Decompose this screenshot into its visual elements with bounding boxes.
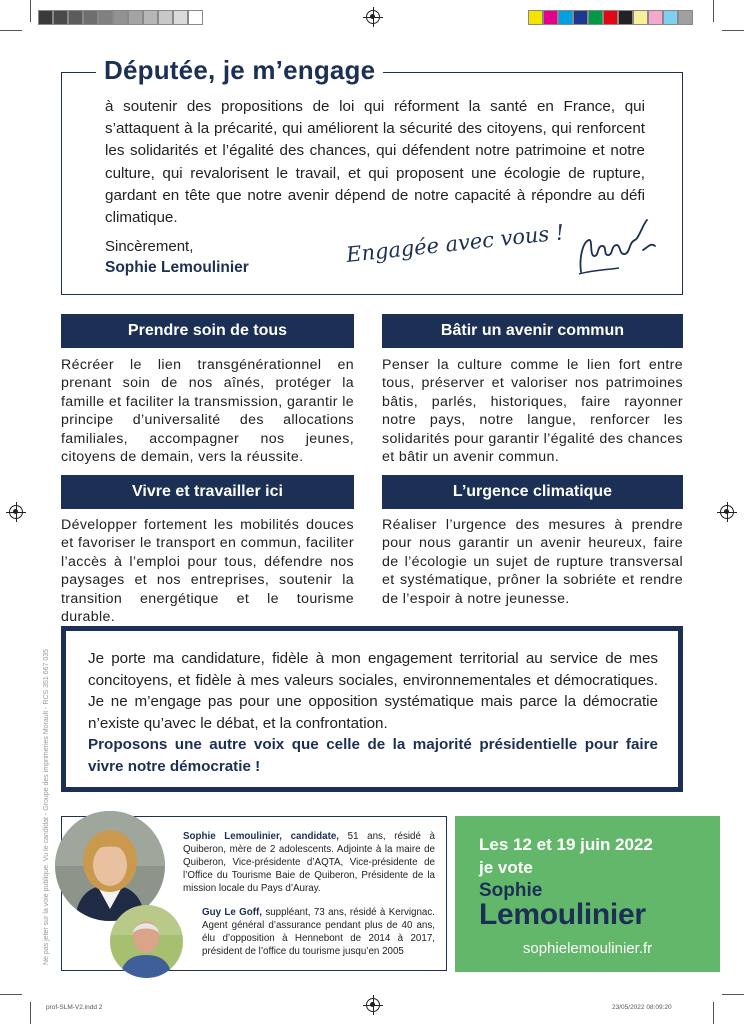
color-swatch (648, 10, 663, 25)
color-swatch (633, 10, 648, 25)
color-swatch (618, 10, 633, 25)
statement-callout: Proposons une autre voix que celle de la majorité présidentielle pour faire vivre notre démocratie ! (88, 736, 658, 775)
color-swatch (68, 10, 83, 25)
color-swatch (143, 10, 158, 25)
signature-underline (579, 268, 619, 274)
legal-note: Ne pas jeter sur la voie publique. Vu le candidat - Groupe des imprimeries Morault - RCS 351 667 035 (43, 648, 50, 965)
section-text-urgence: Réaliser l’urgence des mesures à prendre pour nous garantir un avenir heureux, faire de l’écologie un sujet de rupture transversal et systématique, prôner la sobriéte et rendre de l’espoir à notre jeunesse. (382, 517, 683, 607)
color-swatch (173, 10, 188, 25)
substitute-description: suppléant, 73 ans, résidé à Kervignac. Agent général d’assurance pendant plus de 40 ans, élu d’opposition à Hennebont de 2014 à 2017, président de l’office du tourisme jusqu’en 2005 (202, 907, 435, 957)
statement-body: Je porte ma candidature, fidèle à mon engagement territorial au service de mes concitoyens, et fidèle à mes valeurs sociales, environnementales et démocratiques. Je ne m’engage pas pour une opposition systématique mais parce la démocratie n’existe qu’avec le débat, et la confrontation. (88, 650, 658, 732)
registration-mark-icon (366, 10, 380, 24)
crop-mark (713, 0, 714, 22)
color-swatch (663, 10, 678, 25)
substitute-bio (202, 907, 435, 959)
color-swatch (53, 10, 68, 25)
intro-title: Députée, je m’engage (96, 55, 383, 86)
color-swatch (588, 10, 603, 25)
intro-text: à soutenir des propositions de loi qui réforment la santé en France, qui s’attaquent à la précarité, qui améliorent la sécurité des citoyens, qui renforcent les solidarités et l’égalité des chances, qui défendent notre patrimoine et notre culture, qui revalorisent le travail, et qui proposent une écologie de rupture, gardant en tête que notre avenir dépend de notre capacité à répondre au défi climatique. (105, 98, 645, 227)
candidate-description: 51 ans, résidé à Quiberon, mère de 2 adolescents. Adjointe à la maire de Quiberon, Vice-présidente d’AQTA, Vice-présidente de l’Office du Tourisme Baie de Quiberon, Présidente de la mission locale du Pays d’Auray. (183, 831, 435, 894)
crop-mark (0, 30, 22, 31)
signature-scribble (580, 220, 655, 272)
substitute-photo (110, 905, 183, 978)
footer-file: prof-SLM-V2.indd 2 (46, 1004, 103, 1011)
color-swatch (38, 10, 53, 25)
website-link[interactable]: sophielemoulinier.fr (522, 940, 653, 957)
crop-mark (30, 0, 31, 22)
color-swatch (113, 10, 128, 25)
vote-last-name: Lemoulinier (479, 898, 646, 931)
section-text-prendre-soin: Récréer le lien transgénérationnel en prenant soin de nos aînés, protéger la famille et faciliter la transmission, garantir le principe d’universalité des allocations familiales, accompagner nos jeunes, citoyens de demain, vers la réussite. (61, 357, 354, 466)
section-title-vivre: Vivre et travailler ici (61, 475, 354, 509)
color-swatch (83, 10, 98, 25)
cmyk-color-bar (528, 10, 693, 25)
color-swatch (678, 10, 693, 25)
color-swatch (543, 10, 558, 25)
crop-mark (0, 994, 22, 995)
section-title-batir: Bâtir un avenir commun (382, 314, 683, 348)
color-swatch (573, 10, 588, 25)
candidate-bio (183, 831, 435, 896)
vote-dates (479, 833, 653, 879)
color-swatch (128, 10, 143, 25)
gray-color-bar (38, 10, 203, 25)
vote-box (455, 816, 720, 972)
vote-line: je vote (479, 858, 533, 877)
color-swatch (528, 10, 543, 25)
crop-mark (722, 994, 744, 995)
vote-first-name: Sophie (479, 880, 543, 901)
signer-name: Sophie Lemoulinier (105, 259, 249, 276)
section-text-vivre: Développer fortement les mobilités douces et favoriser le transport en commun, faciliter l’accès à l’emploi pour tous, défendre nos paysages et nos entreprises, soutenir la transition energétique et le tourisme durable. (61, 517, 354, 626)
color-swatch (158, 10, 173, 25)
section-text-batir: Penser la culture comme le lien fort entre tous, préserver et valoriser nos patrimoines bâtis, parlés, historiques, faire rayonner notre pays, notre langue, renforcer les solidarités pour garantir l’égalité des chances et bâtir un avenir commun. (382, 357, 683, 466)
crop-mark (30, 1002, 31, 1024)
handwritten-signature (343, 212, 665, 280)
vote-dates-line: Les 12 et 19 juin 2022 (479, 835, 653, 854)
section-title-prendre-soin: Prendre soin de tous (61, 314, 354, 348)
closing-text: Sincèrement, (105, 238, 194, 255)
handwritten-text: Engagée avec vous ! (345, 220, 566, 267)
color-swatch (98, 10, 113, 25)
crop-mark (713, 1002, 714, 1024)
registration-mark-icon (720, 505, 734, 519)
substitute-name: Guy Le Goff, (202, 907, 262, 918)
color-swatch (558, 10, 573, 25)
crop-mark (722, 30, 744, 31)
color-swatch (603, 10, 618, 25)
candidate-name: Sophie Lemoulinier, candidate, (183, 831, 340, 842)
registration-mark-icon (366, 998, 380, 1012)
registration-mark-icon (9, 505, 23, 519)
section-title-urgence: L’urgence climatique (382, 475, 683, 509)
statement-text (88, 648, 658, 778)
color-swatch (188, 10, 203, 25)
footer-date: 23/05/2022 08:09:20 (612, 1004, 672, 1011)
